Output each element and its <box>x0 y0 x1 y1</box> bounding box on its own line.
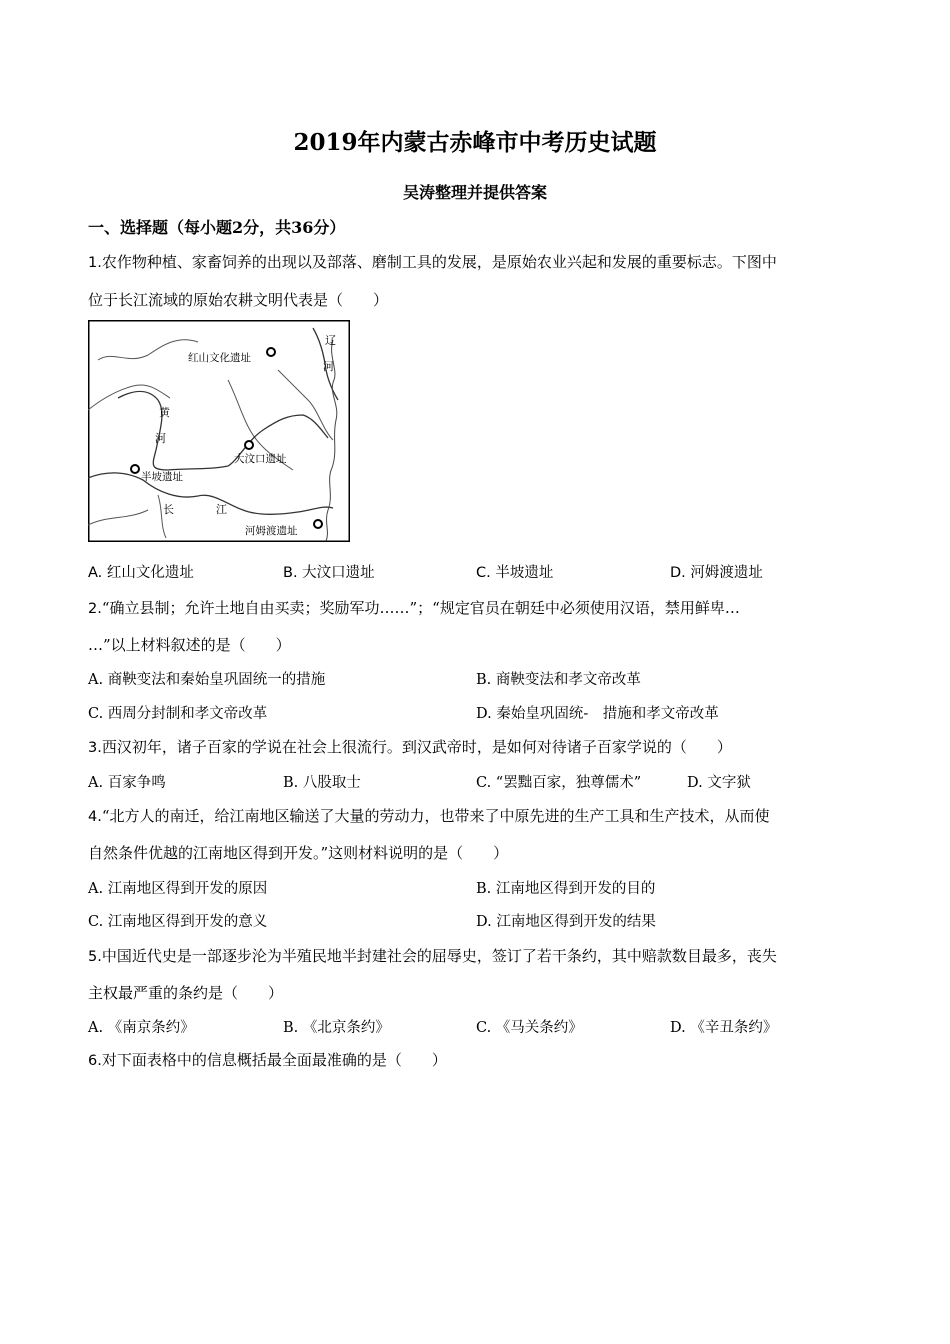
question-1-line-2: 位于长江流域的原始农耕文明代表是（ ） <box>88 291 389 309</box>
site-label-hemudu: 河姆渡遗址 <box>245 525 298 537</box>
q3-option-d: D. 文字狱 <box>687 775 751 791</box>
q2-option-a: A. 商鞅变法和秦始皇巩固统一的措施 <box>88 672 326 688</box>
q2-option-d: D. 秦始皇巩固统- 措施和孝文帝改革 <box>476 706 719 722</box>
question-6-line-1: 6.对下面表格中的信息概括最全面最准确的是（ ） <box>88 1051 447 1069</box>
q5-option-d: D. 《辛丑条约》 <box>670 1020 778 1036</box>
river-label-chang: 长 <box>163 503 174 516</box>
river-label-huang-2: 河 <box>155 432 166 445</box>
q3-option-c: C. “罢黜百家，独尊儒术” <box>476 775 642 791</box>
page-subtitle: 吴涛整理并提供答案 <box>402 183 547 202</box>
q3-option-a: A. 百家争鸣 <box>88 775 166 791</box>
q1-option-d: D. 河姆渡遗址 <box>670 565 763 581</box>
site-marker-banpo <box>131 465 139 473</box>
question-4-line-1: 4.“北方人的南迁，给江南地区输送了大量的劳动力，也带来了中原先进的生产工具和生产技术，从而使 <box>88 807 770 825</box>
q4-option-b: B. 江南地区得到开发的目的 <box>476 881 656 897</box>
question-2-line-2: …”以上材料叙述的是（ ） <box>88 636 291 654</box>
q1-option-b: B. 大汶口遗址 <box>283 565 375 581</box>
question-5-line-1: 5.中国近代史是一部逐步沦为半殖民地半封建社会的屈辱史，签订了若干条约，其中赔款数目最多，丧失 <box>88 947 777 965</box>
q5-option-c: C. 《马关条约》 <box>476 1020 583 1036</box>
section-heading: 一、选择题（每小题2分，共36分） <box>88 218 346 237</box>
q1-option-c: C. 半坡遗址 <box>476 565 554 581</box>
river-label-liao-2: 河 <box>323 360 334 373</box>
question-2-line-1: 2.“确立县制；允许土地自由买卖；奖励军功……”；“规定官员在朝廷中必须使用汉语，禁用鲜卑… <box>88 599 740 617</box>
question-4-line-2: 自然条件优越的江南地区得到开发。”这则材料说明的是（ ） <box>88 844 509 862</box>
question-3-line-1: 3.西汉初年，诸子百家的学说在社会上很流行。到汉武帝时，是如何对待诸子百家学说的（ ） <box>88 738 732 756</box>
q4-option-d: D. 江南地区得到开发的结果 <box>476 914 656 930</box>
site-label-hongshan: 红山文化遗址 <box>188 352 251 364</box>
site-marker-dawenkou <box>245 441 253 449</box>
q5-option-a: A. 《南京条约》 <box>88 1020 195 1036</box>
q1-option-a: A. 红山文化遗址 <box>88 565 194 581</box>
map-figure <box>88 320 350 542</box>
q2-option-c: C. 西周分封制和孝文帝改革 <box>88 706 268 722</box>
q2-option-b: B. 商鞅变法和孝文帝改革 <box>476 672 641 688</box>
q4-option-c: C. 江南地区得到开发的意义 <box>88 914 268 930</box>
question-5-line-2: 主权最严重的条约是（ ） <box>88 984 284 1002</box>
river-label-liao-1: 辽 <box>325 334 336 347</box>
river-label-jiang: 江 <box>216 503 227 516</box>
q3-option-b: B. 八股取士 <box>283 775 361 791</box>
site-label-banpo: 半坡遗址 <box>141 471 183 483</box>
q4-option-a: A. 江南地区得到开发的原因 <box>88 881 268 897</box>
q5-option-b: B. 《北京条约》 <box>283 1020 390 1036</box>
river-label-huang-1: 黄 <box>159 406 170 419</box>
question-1-line-1: 1.农作物种植、家畜饲养的出现以及部落、磨制工具的发展，是原始农业兴起和发展的重要标志。下图中 <box>88 253 777 271</box>
site-label-dawenkou: 大汶口遗址 <box>234 453 287 465</box>
site-marker-hongshan <box>267 348 275 356</box>
site-marker-hemudu <box>314 520 322 528</box>
page-title: 2019年内蒙古赤峰市中考历史试题 <box>293 129 657 156</box>
